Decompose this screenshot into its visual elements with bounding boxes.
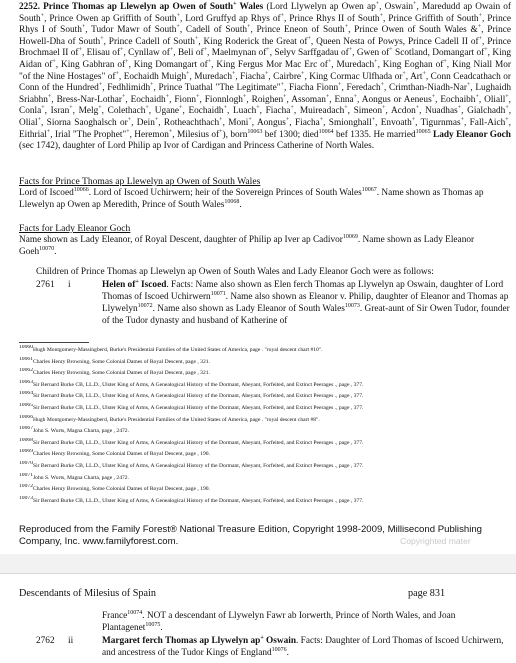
page-number: page 831 (408, 588, 446, 599)
children-intro: Children of Prince Thomas ap Llewelyn ap Owen of South Wales and Lady Eleanor Goch were as follows: (36, 267, 434, 277)
footnote: 10063Sir Bernard Burke CB, LL.D., Ulster King of Arms, A Genealogical History of the Dormant, Abeyant, Forfeited, and Extinct Peerages ., page , 377. (19, 379, 364, 388)
footnote-divider (19, 342, 89, 343)
footnote: 10073Sir Bernard Burke CB, LL.D., Ulster King of Arms, A Genealogical History of the Dormant, Abeyant, Forfeited, and Extinct Peerages ., page , 377. (19, 495, 364, 504)
child-number: 2761 (36, 280, 55, 290)
footnote: 10062Charles Henry Browning, Some Colonial Dames of Royal Descent, page , 321. (19, 368, 210, 377)
facts-heading-eleanor: Facts for Lady Eleanor Goch (19, 223, 131, 234)
copyright-watermark: Copyrighted mater (400, 536, 471, 546)
footnote-ref[interactable]: 10073 (344, 302, 360, 309)
footnote: 10064Sir Bernard Burke CB, LL.D., Ulster King of Arms, A Genealogical History of the Dormant, Abeyant, Forfeited, and Extinct Peerages ., page , 377. (19, 391, 364, 400)
page-break-line (0, 573, 516, 574)
footnote-ref[interactable]: 10068 (224, 198, 240, 205)
footnotes-list (19, 345, 511, 507)
footnote-ref[interactable]: 10069 (342, 233, 358, 240)
footnote-ref[interactable]: 10071 (210, 290, 226, 297)
child-entry-2761 (36, 280, 511, 328)
footnote-ref[interactable]: 10066 (73, 186, 89, 193)
footnote-ref[interactable]: 10067 (361, 186, 377, 193)
facts-text-thomas: Lord of Iscoed$^{10066}$. Lord of Iscoed Uchirwern; heir of the Sovereign Princes of South Wales$^{10067}$. Name shown as Thomas ap Llewelyn ap Owen ap Meredith, Prince of South Wales$^{10068}$. (19, 186, 484, 210)
child-name: Helen of+ Iscoed (102, 278, 167, 290)
footnote-ref[interactable]: 10064 (318, 128, 334, 135)
facts-heading-thomas: Facts for Prince Thomas ap Llewelyn ap Owen of South Wales (19, 176, 261, 187)
facts-text-eleanor: Name shown as Lady Eleanor, of Royal Descent, daughter of Philip ap Iver ap Cadivor$^{10069}$. Name shown as Lady Eleanor Goeh$^{10070}$. (19, 233, 475, 257)
footnote-ref[interactable]: 10075 (145, 621, 161, 628)
entry-2252-paragraph (19, 2, 511, 153)
child-roman-numeral: i (68, 280, 71, 290)
spouse-description: (sec 1742), daughter of Lord Philip ap Ivor of Cardigan and Princess Catherine of North Wales. (19, 141, 375, 152)
footnote: 10071John S. Wurts, Magna Charta, page , 2472. (19, 472, 129, 481)
footnote: 10061Charles Henry Browning, Some Colonial Dames of Royal Descent, page , 321. (19, 356, 210, 365)
footnote: 10067John S. Wurts, Magna Charta, page , 2472. (19, 426, 129, 435)
child-roman-numeral: ii (68, 636, 74, 646)
footnote-ref[interactable]: 10072 (137, 302, 153, 309)
spouse-name: Lady Eleanor Goch (430, 129, 511, 140)
footnote: 10065Sir Bernard Burke CB, LL.D., Ulster King of Arms, A Genealogical History of the Dormant, Abeyant, Forfeited, and Extinct Peerages ., page , 377. (19, 402, 364, 411)
child-text: Margaret ferch Thomas ap Llywelyn ap+ Oswain. Facts: Daughter of Lord Thomas of Iscoed Uchirwern, and ancestress of the Tudor Kings of England$^{10076}$. (102, 634, 504, 658)
running-header-title: Descendants of Milesius of Spain (19, 588, 156, 599)
child-text: Helen of+ Iscoed. Facts: Name also shown as Elen ferch Thomas ap Llywelyn ap Oswain, daughter of Lord Thomas of Iscoed Uchirwern$^{10071}$. Name also shown as Eleanor v. Philip, daughter of Eleanor and Thomas ap Llywelyn$^{10072}$. Name also shown as Lady Eleanor of South Wales$^{10073}$. Great-aunt of Sir Owen Tudor, founder of the Tudor dynasty and husband of Katherine of (102, 278, 510, 326)
entry-person-name: Prince Thomas ap Llewelyn ap Owen of South+ Wales (43, 0, 264, 12)
footnote: 10072Charles Henry Browning, Some Colonial Dames of Royal Descent, page , 190. (19, 484, 210, 493)
footnote: 10070Sir Bernard Burke CB, LL.D., Ulster King of Arms, A Genealogical History of the Dormant, Abeyant, Forfeited, and Extinct Peerages ., page , 377. (19, 460, 364, 469)
footnote: 10068Sir Bernard Burke CB, LL.D., Ulster King of Arms, A Genealogical History of the Dormant, Abeyant, Forfeited, and Extinct Peerages ., page , 377. (19, 437, 364, 446)
continued-text: France$^{10074}$. NOT a descendant of Llywelyn Fawr ab Iorwerth, Prince of North Wales, and Joan Plantagenet$^{10075}$. (102, 609, 456, 633)
child-name: Margaret ferch Thomas ap Llywelyn ap+ Oswain (102, 634, 297, 646)
footnote-ref[interactable]: 10074 (127, 609, 143, 616)
footnote-ref[interactable]: 10065 (415, 128, 431, 135)
child-entry-2762 (36, 636, 511, 660)
footnote: 10069Charles Henry Browning, Some Colonial Dames of Royal Descent, page , 190. (19, 449, 210, 458)
entry-number: 2252. (19, 2, 40, 12)
footnote-ref[interactable]: 10076 (271, 646, 287, 653)
ancestry-list: (Lord Llywelyn ap Owen ap+, Oswain+, Maredudd ap Owain of South+, Prince Owen ap Griffith of South+, Lord Gruffyd ap Rhys of+, Prince Rhys II of South+, Prince Griffith of South+, Prince Rhys I of South+, Tudor Mawr of South+, Cadell of South+, Prince Eneon of South+, Prince Owen of South Wales &+, Prince Howell-Dha of South+, Prince Cadell of South+, King Roderick the Great of+, Queen Nesta of Powys, Prince Cadell II of+, Prince Brochmael II of+, Elisau of+, Cynllaw of+, Beli of+, Maelmynan of+, Selyv Sarffgadau of+, Gwen of+ Scotland, Domangart of+, King Aidan of+, King Gabhran of+, King Domangart of+, King Fergus Mor Mac Erc of+, Muredach+, King Eoghan of+, King Niall Mor "of the Nine Hostages" of+, Eochaidh Muigh+, Muredach+, Fiacha+, Cairbre+, King Cormac Ulfhada or+, Art+, Conn Ceadcathach or Conn of the Hundred+, Fedhlimidh+, Prince Tuathal "The Legitimate"+, Fiacha Fionn+, Feredach+, Crimthan-Niadh-Nar+, Lughaidh Sriabhn+, Bress-Nar-Lothar+, Eochaidh+, Fionn+, Fionnlogh+, Roighen+, Assoman+, Enna+, Aongus or Aeneus+, Eochaibh+, Oliall+, Conla+, Isran+, Melg+, Colethach+, Ugane+, Eochaidh+, Luach+, Fiacha+, Muireadach+, Simeon+, Acdon+, Nuadhas+, Gialchadh+, Olial+, Siorna Saoghalsch or+, Dein+, Rotheachthach+, Moni+, Aongus+, Fiacha+, Smionghall+, Envoath+, Tigurnmas+, Fall-Aich+, Eithrial+, Irial "The Prophet"+, Heremon+, Milesius of+), born$^{10063}$ bef 1300; died$^{10064}$ bef 1335. He married$^{10065}$ (19, 0, 512, 140)
footnote-ref[interactable]: 10070 (39, 245, 55, 252)
child-number: 2762 (36, 636, 55, 646)
footnote: 10060Hugh Montgomery-Massingberd, Burke's Presidential Families of the United States of America, page . "royal descent chart #10". (19, 345, 323, 353)
footnote-ref[interactable]: 10063 (247, 128, 263, 135)
reproduction-notice: Reproduced from the Family Forest® National Treasure Edition, Copyright 1998-2009, Millisecond Publishing Company, Inc. www.familyforest.com. (19, 524, 483, 548)
footnote: 10066Hugh Montgomery-Massingberd, Burke's Presidential Families of the United States of America, page . "royal descent chart #8". (19, 414, 320, 423)
page-break-band (0, 554, 516, 574)
